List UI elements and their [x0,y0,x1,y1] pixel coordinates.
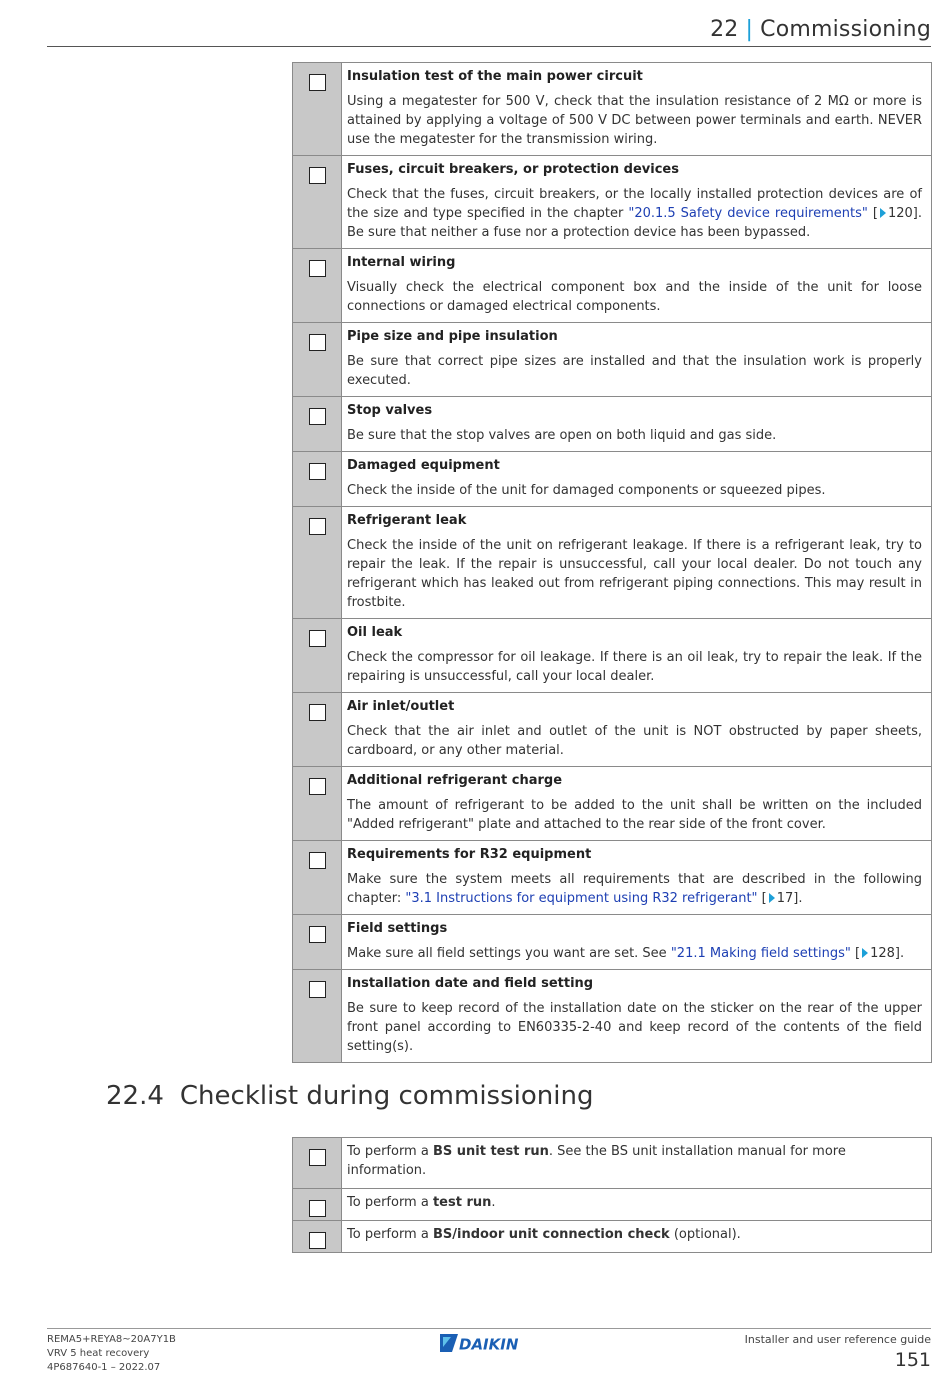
checklist-item-title: Installation date and field setting [347,976,594,991]
checkbox-cell [293,249,342,323]
section-number: 22.4 [106,1081,164,1111]
footer-document-id: 4P687640-1 – 2022.07 [47,1362,161,1373]
checklist-row [293,397,932,452]
checklist-item-title: Damaged equipment [347,458,500,473]
checklist-content [342,323,932,397]
checkbox-cell [293,452,342,507]
checkbox-icon[interactable] [309,74,326,91]
checklist-content [342,507,932,619]
checklist-item-body [347,278,922,316]
checklist-item-title: Refrigerant leak [347,513,467,528]
checklist-item-body [347,352,922,390]
checklist-item-body [347,870,922,908]
checklist-row [293,249,932,323]
checklist-row [293,323,932,397]
body-text: . See the BS unit installation manual for more information. [347,1144,846,1178]
checklist-content [342,63,932,156]
body-text: Visually check the electrical component box and the inside of the unit for loose connections or damaged electrical components. [347,280,922,314]
checkbox-icon[interactable] [309,334,326,351]
checkbox-icon[interactable] [309,1232,326,1249]
page-reference-number[interactable]: 17 [776,891,794,906]
checkbox-icon[interactable] [309,704,326,721]
checklist-row [293,507,932,619]
footer-document-type: Installer and user reference guide [744,1333,931,1346]
checklist-item-body [347,536,922,612]
footer-product-line: VRV 5 heat recovery [47,1348,150,1359]
checkbox-cell [293,507,342,619]
body-text: (optional). [669,1227,741,1242]
checklist-row [293,1138,932,1189]
body-text: Check the inside of the unit on refrigerant leakage. If there is a refrigerant leak, try to repair the leak. If the repair is unsuccessful, call your local dealer. Do not touch any refrigerant which has leaked out from refrigerant piping connections. This may result in frostbite. [347,538,922,610]
checklist-content [342,397,932,452]
checkbox-icon[interactable] [309,926,326,943]
checkbox-icon[interactable] [309,1200,326,1217]
checklist-content [342,156,932,249]
checkbox-cell [293,970,342,1063]
checklist-before-commissioning [292,62,932,1063]
body-text: [ [757,891,767,906]
checklist-item-title: Requirements for R32 equipment [347,847,592,862]
checklist-content [342,1189,932,1221]
page-reference-arrow-icon [862,948,868,958]
checkbox-icon[interactable] [309,1149,326,1166]
chapter-title: Commissioning [760,17,931,42]
checkbox-icon[interactable] [309,518,326,535]
logo-wordmark: DAIKIN [459,1335,519,1354]
checkbox-cell [293,841,342,915]
checklist-item-body [347,481,922,500]
section-title: Checklist during commissioning [179,1081,594,1111]
checkbox-icon[interactable] [309,408,326,425]
checklist-row [293,767,932,841]
body-text: Check the inside of the unit for damaged components or squeezed pipes. [347,483,826,498]
task-name: test run [432,1195,492,1210]
page-reference-number[interactable]: 120 [887,206,913,221]
page-number: 151 [894,1349,931,1371]
checklist-row [293,1221,932,1253]
checklist-item-title: Air inlet/outlet [347,699,455,714]
checkbox-cell [293,1189,342,1221]
checkbox-icon[interactable] [309,630,326,647]
checkbox-cell [293,1221,342,1253]
checklist-row [293,970,932,1063]
checkbox-cell [293,915,342,970]
body-text: [ [867,206,878,221]
daikin-logo-icon [440,1334,540,1354]
footer-model: REMA5+REYA8~20A7Y1B [47,1334,176,1345]
body-text: Using a megatester for 500 V, check that the insulation resistance of 2 MΩ or more is attained by applying a voltage of 500 V DC between power terminals and earth. NEVER use the megatester for the transmission wiring. [347,94,922,147]
checklist-item-body [347,944,922,963]
body-text: ]. Be sure that neither a fuse nor a protection device has been bypassed. [347,206,922,240]
body-text: Check that the fuses, circuit breakers, or the locally installed protection devices are of the size and type specified in the chapter [347,187,922,221]
chapter-link[interactable]: "20.1.5 Safety device requirements" [628,206,868,221]
body-text: To perform a [347,1195,433,1210]
body-text: To perform a [347,1227,433,1242]
page-header [47,14,931,47]
checkbox-icon[interactable] [309,463,326,480]
checklist-item-title: Fuses, circuit breakers, or protection devices [347,162,679,177]
checklist-row [293,1189,932,1221]
checkbox-cell [293,619,342,693]
footer-rule [47,1328,931,1329]
checklist-item-title: Stop valves [347,403,433,418]
checklist-item-title: Additional refrigerant charge [347,773,563,788]
checkbox-icon[interactable] [309,260,326,277]
page-reference-arrow-icon [880,208,886,218]
checkbox-cell [293,156,342,249]
chapter-separator: | [745,17,754,42]
footer-product-info [47,1333,176,1375]
body-text: Be sure that the stop valves are open on both liquid and gas side. [347,428,777,443]
checklist-content [342,249,932,323]
checkbox-cell [293,1138,342,1189]
body-text: Be sure to keep record of the installation date on the sticker on the rear of the upper front panel according to EN60335-2-40 and keep record of the contents of the field setting(s). [347,1001,922,1054]
body-text: ]. [793,891,803,906]
body-text: Make sure all field settings you want are set. See [347,946,671,961]
chapter-heading [710,17,931,42]
body-text: Make sure the system meets all requirements that are described in the following chapter: [347,872,922,906]
checklist-item-title: Internal wiring [347,255,456,270]
checkbox-cell [293,397,342,452]
body-text: Be sure that correct pipe sizes are installed and that the insulation work is properly executed. [347,354,922,388]
checklist-row [293,915,932,970]
checklist-content [342,915,932,970]
page-reference-arrow-icon [769,893,775,903]
checklist-row [293,452,932,507]
checklist-during-commissioning [292,1137,932,1253]
body-text: Check that the air inlet and outlet of the unit is NOT obstructed by paper sheets, cardboard, or any other material. [347,724,922,758]
checklist-row [293,156,932,249]
checklist-item-body [347,648,922,686]
checklist-item-body [347,426,922,445]
checkbox-cell [293,323,342,397]
checkbox-icon[interactable] [309,778,326,795]
checklist-content [342,1138,932,1189]
checkbox-icon[interactable] [309,852,326,869]
task-name: BS/indoor unit connection check [432,1227,670,1242]
chapter-number: 22 [710,17,739,42]
checklist-item-title: Oil leak [347,625,403,640]
checklist-row [293,693,932,767]
checklist-row [293,63,932,156]
checklist-item-title: Insulation test of the main power circuit [347,69,643,84]
checklist-content [342,767,932,841]
section-heading [106,1081,593,1111]
checklist-item-body [347,796,922,834]
checklist-content [342,1221,932,1253]
checkbox-cell [293,767,342,841]
checklist-item-title: Pipe size and pipe insulation [347,329,558,344]
checklist-item-body [347,722,922,760]
checklist-row [293,619,932,693]
checklist-content [342,452,932,507]
body-text: Check the compressor for oil leakage. If there is an oil leak, try to repair the leak. If the repairing is unsuccessful, call your local dealer. [347,650,922,684]
page-reference-number[interactable]: 128 [870,946,895,961]
chapter-link[interactable]: "3.1 Instructions for equipment using R32 refrigerant" [405,891,758,906]
checklist-item-title: Field settings [347,921,448,936]
body-text: . [491,1195,496,1210]
checkbox-cell [293,63,342,156]
body-text: ]. [894,946,905,961]
body-text: To perform a [347,1144,433,1159]
checklist-item-body [347,999,922,1056]
checkbox-icon[interactable] [309,981,326,998]
checklist-content [342,970,932,1063]
checkbox-cell [293,693,342,767]
checklist-item-body [347,185,922,242]
body-text: [ [850,946,861,961]
checklist-row [293,841,932,915]
checklist-content [342,841,932,915]
checkbox-icon[interactable] [309,167,326,184]
chapter-link[interactable]: "21.1 Making field settings" [670,946,851,961]
body-text: The amount of refrigerant to be added to the unit shall be written on the included "Added refrigerant" plate and attached to the rear side of the front cover. [347,798,922,832]
checklist-content [342,693,932,767]
task-name: BS unit test run [432,1144,549,1159]
checklist-item-body [347,92,922,149]
checklist-content [342,619,932,693]
